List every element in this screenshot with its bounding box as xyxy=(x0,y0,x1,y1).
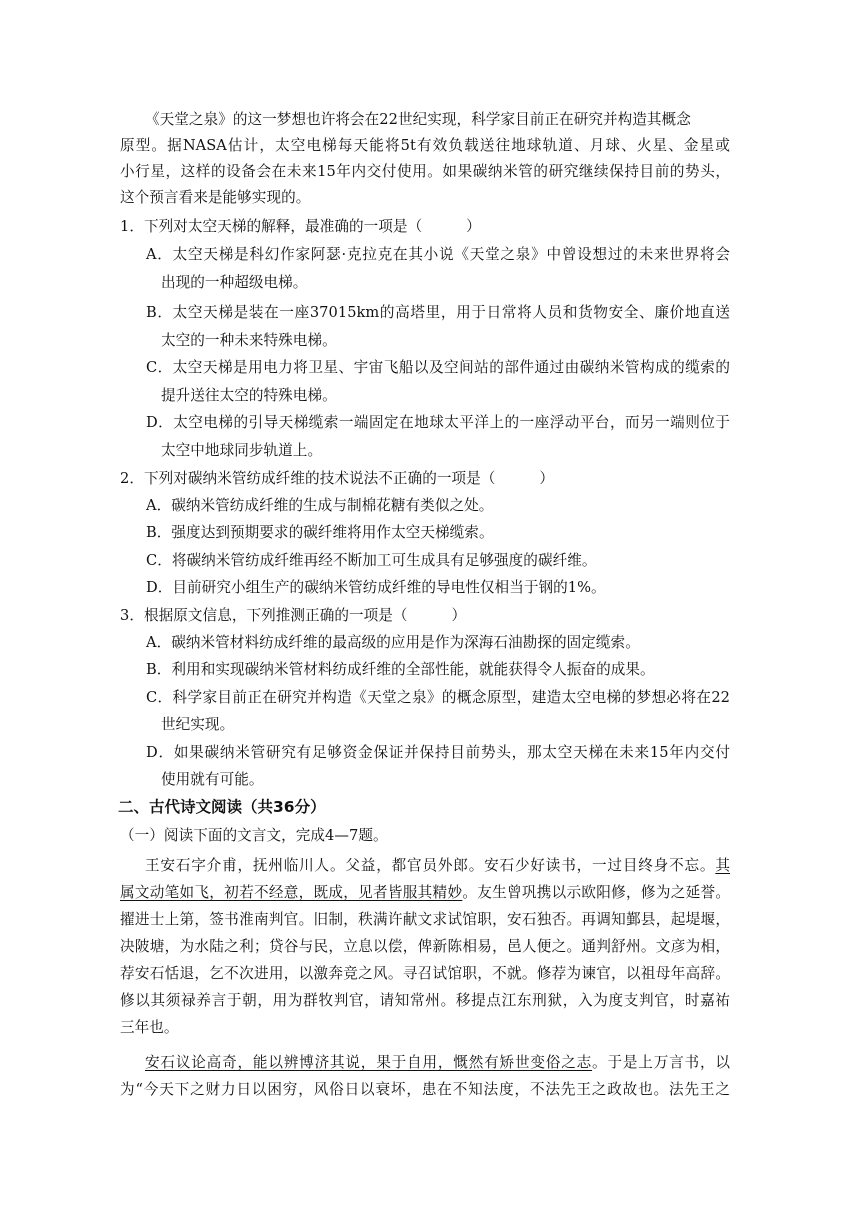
passage-line: 为“今天下之财力日以困穷，风俗日以衰坏，患在不知法度，不法先王之政故也。法先王之 xyxy=(120,1081,730,1098)
question-3-stem: 3．根据原文信息，下列推测正确的一项是（ ） xyxy=(120,607,467,624)
question-1-stem: 1．下列对太空天梯的解释，最准确的一项是（ ） xyxy=(120,218,481,235)
section-heading: 二、古代诗文阅读（共36分） xyxy=(118,798,326,816)
passage-line: 修以其须禄养言于朝，用为群牧判官，请知常州。移提点江东刑狱，入为度支判官，时嘉祐 xyxy=(120,992,730,1009)
q1-option-c-cont: 提升送往太空的特殊电梯。 xyxy=(161,387,337,404)
section-instruction: （一）阅读下面的文言文，完成4—7题。 xyxy=(120,827,388,844)
q1-option-d: D．太空电梯的引导天梯缆索一端固定在地球太平洋上的一座浮动平台，而另一端则位于 xyxy=(146,414,730,431)
q1-option-d-cont: 太空中地球同步轨道上。 xyxy=(161,442,323,459)
underlined-text: 安石议论高奇，能以辨博济其说，果于自用，慨然有矫世变俗之志 xyxy=(145,1054,593,1071)
underlined-text: 属文动笔如飞，初若不经意，既成，见者皆服其精妙 xyxy=(120,884,463,901)
q2-option-d: D．目前研究小组生产的碳纳米管纺成纤维的导电性仅相当于钢的1%。 xyxy=(146,579,606,596)
q2-option-c: C．将碳纳米管纺成纤维再经不断加工可生成具有足够强度的碳纤维。 xyxy=(146,552,597,569)
q1-option-b: B．太空天梯是装在一座37015km的高塔里，用于日常将人员和货物安全、廉价地直送 xyxy=(146,304,730,321)
passage-text: 王安石字介甫，抚州临川人。父益，都官员外郎。安石少好读书，一过目终身不忘。 xyxy=(145,857,716,874)
q1-option-a: A．太空天梯是科幻作家阿瑟·克拉克在其小说《天堂之泉》中曾设想过的未来世界将会 xyxy=(146,246,730,263)
q1-option-a-cont: 出现的一种超级电梯。 xyxy=(161,274,308,291)
q3-option-d-cont: 使用就有可能。 xyxy=(161,771,264,788)
intro-line: 原型。据NASA估计，太空电梯每天能将5t有效负载送往地球轨道、月球、火星、金星或 xyxy=(120,137,730,154)
q3-option-c-cont: 世纪实现。 xyxy=(161,716,235,733)
passage-line xyxy=(145,855,730,877)
question-2-stem: 2．下列对碳纳米管纺成纤维的技术说法不正确的一项是（ ） xyxy=(120,470,555,487)
q2-option-a: A．碳纳米管纺成纤维的生成与制棉花糖有类似之处。 xyxy=(146,497,494,514)
underlined-text: 其 xyxy=(715,857,730,874)
intro-line: 小行星，这样的设备会在未来15年内交付使用。如果碳纳米管的研究继续保持目前的势头， xyxy=(120,163,730,180)
q3-option-c: C．科学家目前正在研究并构造《天堂之泉》的概念原型，建造太空电梯的梦想必将在22 xyxy=(146,689,730,706)
q3-option-d: D．如果碳纳米管研究有足够资金保证并保持目前势头，那太空天梯在未来15年内交付 xyxy=(146,744,730,761)
passage-line xyxy=(120,882,730,904)
intro-line: 《天堂之泉》的这一梦想也许将会在22世纪实现，科学家目前正在研究并构造其概念 xyxy=(145,111,691,128)
q1-option-b-cont: 太空的一种未来特殊电梯。 xyxy=(161,332,337,349)
q1-option-c: C．太空天梯是用电力将卫星、宇宙飞船以及空间站的部件通过由碳纳米管构成的缆索的 xyxy=(146,359,730,376)
passage-line: 擢进士上第，签书淮南判官。旧制，秩满许献文求试馆职，安石独否。再调知鄞县，起堤堰， xyxy=(120,911,730,928)
q2-option-b: B．强度达到预期要求的碳纤维将用作太空天梯缆索。 xyxy=(146,524,494,541)
q3-option-a: A．碳纳米管材料纺成纤维的最高级的应用是作为深海石油勘探的固定缆索。 xyxy=(146,634,640,651)
passage-text: 。于是上万言书，以 xyxy=(592,1054,731,1071)
q3-option-b: B．利用和实现碳纳米管材料纺成纤维的全部性能，就能获得令人振奋的成果。 xyxy=(146,661,655,678)
intro-line: 这个预言看来是能够实现的。 xyxy=(120,189,311,206)
passage-line: 荐安石恬退，乞不次进用，以激奔竞之风。寻召试馆职，不就。修荐为谏官，以祖母年高辞。 xyxy=(120,965,730,982)
passage-text: 。友生曾巩携以示欧阳修，修为之延誉。 xyxy=(462,884,730,901)
passage-line xyxy=(145,1052,730,1074)
passage-line: 决陂塘，为水陆之利；贷谷与民，立息以偿，俾新陈相易，邑人便之。通判舒州。文彦为相， xyxy=(120,938,730,955)
passage-line: 三年也。 xyxy=(120,1019,179,1036)
